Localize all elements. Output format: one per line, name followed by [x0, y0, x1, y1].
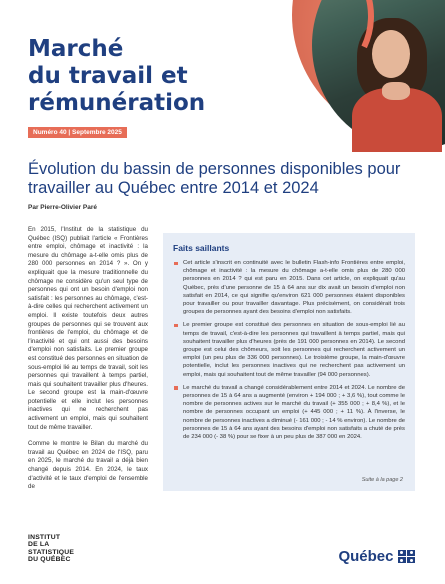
- quebec-logo: [338, 548, 415, 565]
- isq-logo-line-1: INSTITUT: [28, 534, 61, 541]
- body-paragraph-1: En 2015, l'Institut de la statistique du Québec (ISQ) publiait l'article « Frontières entre emploi, chômage et inactivité : la mesure du chômage a-t-elle omis plus de 280 000 personnes en 2014 ? ». On y expliquait que la mesure traditionnelle du chômage ne considère qu'un seul type de personnes qui ont un besoin d'emploi non satisfait : les personnes au chômage, c'est-à-dire celles qui recherchent activement un emploi. Il existe toutefois deux autres groupes de personnes qui se trouvent aux frontières de l'emploi, du chômage et de l'inactivité et qui ont aussi des besoins d'emploi non satisfaits. Le premier groupe est constitué des personnes en situation de sous-emploi lié au temps de travail, soit les personnes qui travaillent à temps partiel, mais qui souhaitent travailler plus d'heures. Le second groupe est la main-d'œuvre potentielle et elle inclut les personnes inactives qui ne recherchent pas activement un emploi, mais qui souhaitent tout de même travailler.: [28, 226, 148, 431]
- cover-photo: [262, 0, 445, 152]
- title-line-3: rémunération: [28, 90, 206, 116]
- issue-badge: Numéro 40 | Septembre 2025: [28, 127, 127, 138]
- fleur-de-lis-flag-icon: [398, 550, 416, 564]
- highlights-box: [163, 233, 415, 491]
- title-line-1: Marché: [28, 36, 124, 62]
- continued-note: Suite à la page 2: [361, 477, 403, 483]
- isq-logo-line-2: DE LA: [28, 541, 50, 549]
- isq-logo-line-4: DU QUÉBEC: [28, 555, 71, 563]
- highlight-item: Le marché du travail a changé considérablement entre 2014 et 2024. Le nombre de personnes de 15 à 64 ans a augmenté (environ + 194 000 ; + 3,6 %), tout comme le nombre de personnes actives sur le marché du travail (+ 355 000 ; + 8,4 %), et le nombre de personnes occupant un emploi (+ 445 000 ; + 11 %). À l'inverse, le nombre de personnes inactives a diminué (- 161 000 ; - 14 % environ). Le nombre de personnes de 15 à 64 ans ayant des besoins d'emploi non satisfaits a chuté de près de 234 000 (- 38 %) pour se fixer à un peu plus de 387 000 en 2024.: [173, 384, 405, 441]
- author-byline: Par Pierre-Olivier Paré: [28, 204, 98, 211]
- person-face: [372, 30, 410, 78]
- quebec-wordmark: Québec: [338, 548, 394, 565]
- isq-logo: [28, 534, 74, 563]
- highlights-heading: Faits saillants: [173, 243, 230, 253]
- body-column: [28, 226, 148, 500]
- person-hand: [382, 82, 410, 100]
- highlight-item: Le premier groupe est constitué des personnes en situation de sous-emploi lié au temps de travail, c'est-à-dire les personnes qui travaillent à temps partiel, mais qui souhaitent travailler plus d'heures (près de 191 000 personnes en 2014). Le second groupe est celui des chômeurs, soit les personnes qui recherchent activement un emploi (un peu plus de 336 000 personnes). Le troisième groupe, la main-d'œuvre potentielle, inclut les personnes inactives qui ne recherchent pas activement un emploi, mais qui souhaitent tout de même travailler (94 000 personnes).: [173, 321, 405, 378]
- highlight-item: Cet article s'inscrit en continuité avec le bulletin Flash-info Frontières entre emploi, chômage et inactivité : la mesure du chômage a-t-elle omis plus de 280 000 personnes en 2014 ? qui est paru en 2015. Dans cet article, on expliquait qu'au Québec, près d'une personne de 15 à 64 ans sur dix avait un besoin d'emploi non satisfait en 2014, ce qui signifie qu'environ 621 000 personnes étaient disponibles pour travailler ou pour travailler davantage. Plus précisément, on considérait trois groupes de personnes ayant des besoins d'emploi non satisfaits.: [173, 259, 405, 316]
- article-title: Évolution du bassin de personnes disponibles pour travailler au Québec entre 2014 et 2024: [28, 160, 401, 197]
- highlights-list: [173, 259, 405, 441]
- publication-title: [28, 36, 268, 117]
- body-paragraph-2: Comme le montre le Bilan du marché du travail au Québec en 2024 de l'ISQ, paru en 2025, le marché du travail a déjà bien changé depuis 2014. En 2024, le taux d'activité et le taux d'emploi de l'ensemble de: [28, 440, 148, 491]
- title-line-2: du travail et: [28, 63, 188, 89]
- isq-logo-line-3: STATISTIQUE: [28, 548, 75, 556]
